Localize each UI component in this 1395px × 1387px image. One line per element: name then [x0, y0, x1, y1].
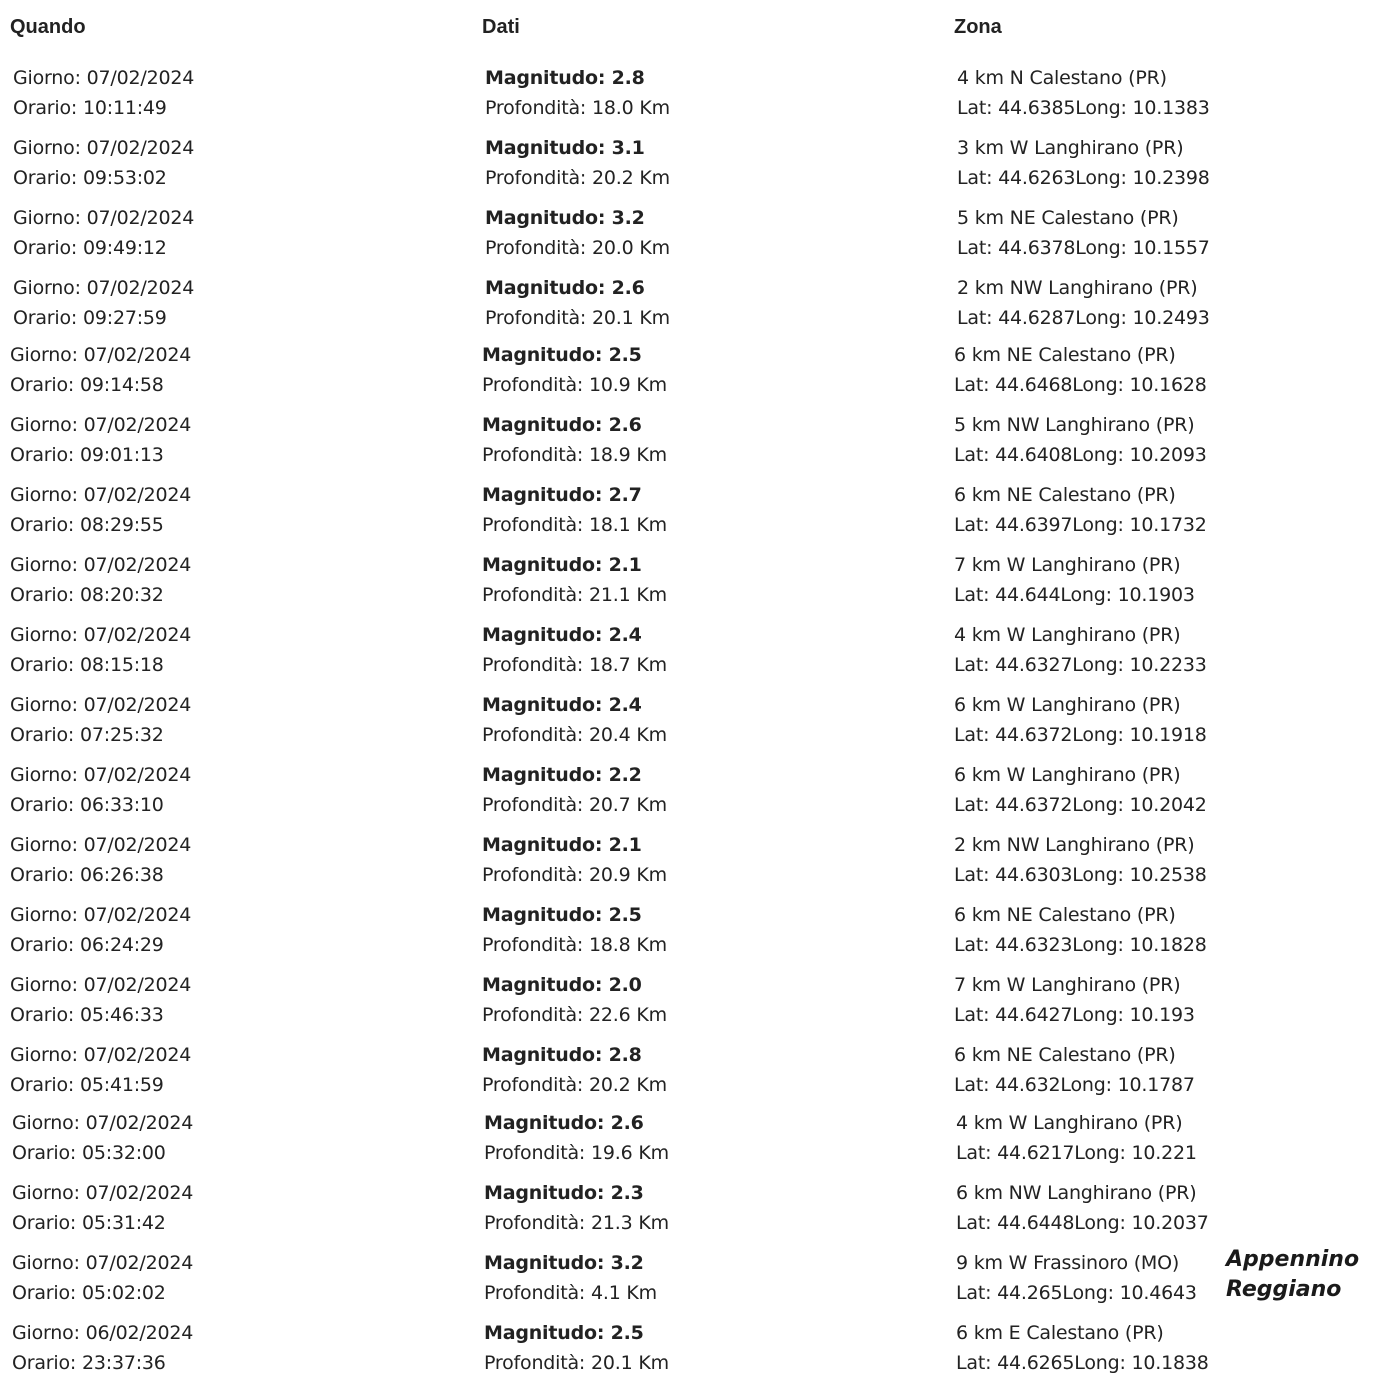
profondita-text: Profondità: 21.3 Km	[484, 1212, 669, 1234]
orario-text: Orario: 09:49:12	[13, 237, 167, 259]
zona-cell	[954, 830, 1207, 890]
luogo-text: 6 km NW Langhirano (PR)	[956, 1182, 1197, 1204]
table-row	[0, 620, 1395, 684]
zona-cell	[957, 273, 1210, 333]
table-row	[0, 760, 1395, 824]
giorno-text: Giorno: 07/02/2024	[10, 694, 192, 716]
profondita-text: Profondità: 19.6 Km	[484, 1142, 669, 1164]
giorno-text: Giorno: 06/02/2024	[12, 1322, 194, 1344]
table-row	[0, 63, 1395, 127]
coordinates-text: Lat: 44.6217Long: 10.221	[956, 1142, 1197, 1164]
quando-cell	[10, 410, 191, 470]
magnitudo-text: Magnitudo: 2.6	[485, 277, 645, 299]
coordinates-text: Lat: 44.644Long: 10.1903	[954, 584, 1195, 606]
orario-text: Orario: 07:25:32	[10, 724, 164, 746]
quando-cell	[12, 1178, 193, 1238]
profondita-text: Profondità: 20.4 Km	[482, 724, 667, 746]
dati-cell	[482, 760, 667, 820]
luogo-text: 7 km W Langhirano (PR)	[954, 554, 1181, 576]
quando-cell	[13, 273, 194, 333]
magnitudo-text: Magnitudo: 2.1	[482, 834, 642, 856]
magnitudo-text: Magnitudo: 2.6	[482, 414, 642, 436]
table-row	[0, 1040, 1395, 1104]
orario-text: Orario: 06:26:38	[10, 864, 164, 886]
orario-text: Orario: 09:01:13	[10, 444, 164, 466]
zona-cell	[954, 480, 1207, 540]
profondita-text: Profondità: 18.0 Km	[485, 97, 670, 119]
dati-cell	[484, 1318, 669, 1378]
quando-cell	[10, 620, 191, 680]
giorno-text: Giorno: 07/02/2024	[10, 414, 192, 436]
giorno-text: Giorno: 07/02/2024	[12, 1112, 194, 1134]
table-row	[0, 550, 1395, 614]
zona-cell	[954, 690, 1207, 750]
column-header-dati: Dati	[482, 16, 520, 38]
dati-cell	[482, 620, 667, 680]
luogo-text: 6 km W Langhirano (PR)	[954, 694, 1181, 716]
orario-text: Orario: 08:29:55	[10, 514, 164, 536]
coordinates-text: Lat: 44.6287Long: 10.2493	[957, 307, 1210, 329]
quando-cell	[10, 340, 191, 400]
quando-cell	[10, 900, 191, 960]
orario-text: Orario: 05:32:00	[12, 1142, 166, 1164]
orario-text: Orario: 09:27:59	[13, 307, 167, 329]
magnitudo-text: Magnitudo: 2.4	[482, 624, 642, 646]
profondita-text: Profondità: 18.8 Km	[482, 934, 667, 956]
magnitudo-text: Magnitudo: 3.2	[485, 207, 645, 229]
luogo-text: 4 km W Langhirano (PR)	[954, 624, 1181, 646]
giorno-text: Giorno: 07/02/2024	[10, 974, 192, 996]
giorno-text: Giorno: 07/02/2024	[13, 67, 195, 89]
zona-cell	[954, 900, 1207, 960]
zona-cell	[954, 970, 1195, 1030]
luogo-text: 5 km NE Calestano (PR)	[957, 207, 1179, 229]
coordinates-text: Lat: 44.6327Long: 10.2233	[954, 654, 1207, 676]
luogo-text: 2 km NW Langhirano (PR)	[954, 834, 1195, 856]
zona-cell	[954, 760, 1207, 820]
profondita-text: Profondità: 21.1 Km	[482, 584, 667, 606]
orario-text: Orario: 09:14:58	[10, 374, 164, 396]
giorno-text: Giorno: 07/02/2024	[13, 137, 195, 159]
dati-cell	[482, 970, 667, 1030]
table-row	[0, 1108, 1395, 1172]
dati-cell	[485, 133, 670, 193]
giorno-text: Giorno: 07/02/2024	[10, 554, 192, 576]
quando-cell	[10, 480, 191, 540]
giorno-text: Giorno: 07/02/2024	[12, 1252, 194, 1274]
giorno-text: Giorno: 07/02/2024	[10, 904, 192, 926]
zona-cell	[956, 1318, 1209, 1378]
luogo-text: 6 km NE Calestano (PR)	[954, 1044, 1176, 1066]
orario-text: Orario: 10:11:49	[13, 97, 167, 119]
quando-cell	[13, 203, 194, 263]
table-row	[0, 970, 1395, 1034]
profondita-text: Profondità: 4.1 Km	[484, 1282, 657, 1304]
quando-cell	[10, 970, 191, 1030]
giorno-text: Giorno: 07/02/2024	[10, 484, 192, 506]
luogo-text: 2 km NW Langhirano (PR)	[957, 277, 1198, 299]
magnitudo-text: Magnitudo: 2.5	[484, 1322, 644, 1344]
quando-cell	[13, 63, 194, 123]
giorno-text: Giorno: 07/02/2024	[13, 207, 195, 229]
dati-cell	[484, 1108, 669, 1168]
table-row	[0, 1178, 1395, 1242]
zona-cell	[956, 1178, 1209, 1238]
orario-text: Orario: 05:46:33	[10, 1004, 164, 1026]
coordinates-text: Lat: 44.265Long: 10.4643	[956, 1282, 1197, 1304]
profondita-text: Profondità: 22.6 Km	[482, 1004, 667, 1026]
luogo-text: 4 km N Calestano (PR)	[957, 67, 1167, 89]
luogo-text: 6 km NE Calestano (PR)	[954, 344, 1176, 366]
coordinates-text: Lat: 44.632Long: 10.1787	[954, 1074, 1195, 1096]
magnitudo-text: Magnitudo: 2.3	[484, 1182, 644, 1204]
luogo-text: 6 km E Calestano (PR)	[956, 1322, 1164, 1344]
profondita-text: Profondità: 10.9 Km	[482, 374, 667, 396]
orario-text: Orario: 06:33:10	[10, 794, 164, 816]
coordinates-text: Lat: 44.6372Long: 10.2042	[954, 794, 1207, 816]
luogo-text: 7 km W Langhirano (PR)	[954, 974, 1181, 996]
luogo-text: 3 km W Langhirano (PR)	[957, 137, 1184, 159]
quando-cell	[12, 1248, 193, 1308]
coordinates-text: Lat: 44.6427Long: 10.193	[954, 1004, 1195, 1026]
coordinates-text: Lat: 44.6263Long: 10.2398	[957, 167, 1210, 189]
coordinates-text: Lat: 44.6385Long: 10.1383	[957, 97, 1210, 119]
dati-cell	[485, 273, 670, 333]
luogo-text: 4 km W Langhirano (PR)	[956, 1112, 1183, 1134]
dati-cell	[482, 690, 667, 750]
magnitudo-text: Magnitudo: 2.5	[482, 904, 642, 926]
table-row	[0, 273, 1395, 337]
profondita-text: Profondità: 20.9 Km	[482, 864, 667, 886]
quando-cell	[10, 550, 191, 610]
orario-text: Orario: 05:41:59	[10, 1074, 164, 1096]
quando-cell	[10, 760, 191, 820]
magnitudo-text: Magnitudo: 2.6	[484, 1112, 644, 1134]
giorno-text: Giorno: 07/02/2024	[10, 624, 192, 646]
table-row	[0, 690, 1395, 754]
zona-cell	[956, 1248, 1197, 1308]
column-header-quando: Quando	[10, 16, 86, 38]
magnitudo-text: Magnitudo: 2.8	[485, 67, 645, 89]
orario-text: Orario: 05:31:42	[12, 1212, 166, 1234]
magnitudo-text: Magnitudo: 2.0	[482, 974, 642, 996]
luogo-text: 6 km W Langhirano (PR)	[954, 764, 1181, 786]
coordinates-text: Lat: 44.6397Long: 10.1732	[954, 514, 1207, 536]
quando-cell	[12, 1108, 193, 1168]
dati-cell	[482, 830, 667, 890]
table-row	[0, 340, 1395, 404]
luogo-text: 6 km NE Calestano (PR)	[954, 484, 1176, 506]
zona-cell	[954, 550, 1195, 610]
magnitudo-text: Magnitudo: 2.8	[482, 1044, 642, 1066]
quando-cell	[10, 1040, 191, 1100]
table-row	[0, 410, 1395, 474]
profondita-text: Profondità: 18.1 Km	[482, 514, 667, 536]
coordinates-text: Lat: 44.6372Long: 10.1918	[954, 724, 1207, 746]
zona-cell	[954, 410, 1207, 470]
coordinates-text: Lat: 44.6378Long: 10.1557	[957, 237, 1210, 259]
magnitudo-text: Magnitudo: 2.1	[482, 554, 642, 576]
coordinates-text: Lat: 44.6448Long: 10.2037	[956, 1212, 1209, 1234]
profondita-text: Profondità: 18.9 Km	[482, 444, 667, 466]
table-row	[0, 900, 1395, 964]
coordinates-text: Lat: 44.6323Long: 10.1828	[954, 934, 1207, 956]
annotation-line-2: Reggiano	[1226, 1277, 1342, 1302]
coordinates-text: Lat: 44.6468Long: 10.1628	[954, 374, 1207, 396]
giorno-text: Giorno: 07/02/2024	[10, 764, 192, 786]
magnitudo-text: Magnitudo: 2.2	[482, 764, 642, 786]
profondita-text: Profondità: 20.2 Km	[485, 167, 670, 189]
quando-cell	[12, 1318, 193, 1378]
table-row	[0, 133, 1395, 197]
profondita-text: Profondità: 18.7 Km	[482, 654, 667, 676]
giorno-text: Giorno: 07/02/2024	[12, 1182, 194, 1204]
dati-cell	[484, 1248, 657, 1308]
dati-cell	[482, 410, 667, 470]
zona-cell	[954, 1040, 1195, 1100]
table-row	[0, 480, 1395, 544]
dati-cell	[484, 1178, 669, 1238]
table-row	[0, 1318, 1395, 1382]
orario-text: Orario: 08:15:18	[10, 654, 164, 676]
magnitudo-text: Magnitudo: 2.5	[482, 344, 642, 366]
luogo-text: 5 km NW Langhirano (PR)	[954, 414, 1195, 436]
magnitudo-text: Magnitudo: 2.7	[482, 484, 642, 506]
magnitudo-text: Magnitudo: 3.2	[484, 1252, 644, 1274]
zona-cell	[956, 1108, 1197, 1168]
quando-cell	[10, 690, 191, 750]
profondita-text: Profondità: 20.1 Km	[485, 307, 670, 329]
giorno-text: Giorno: 07/02/2024	[13, 277, 195, 299]
orario-text: Orario: 09:53:02	[13, 167, 167, 189]
giorno-text: Giorno: 07/02/2024	[10, 834, 192, 856]
zona-cell	[954, 340, 1207, 400]
dati-cell	[482, 1040, 667, 1100]
orario-text: Orario: 08:20:32	[10, 584, 164, 606]
dati-cell	[482, 550, 667, 610]
coordinates-text: Lat: 44.6265Long: 10.1838	[956, 1352, 1209, 1374]
profondita-text: Profondità: 20.2 Km	[482, 1074, 667, 1096]
dati-cell	[482, 340, 667, 400]
profondita-text: Profondità: 20.0 Km	[485, 237, 670, 259]
zona-cell	[957, 203, 1210, 263]
zona-cell	[957, 63, 1210, 123]
luogo-text: 9 km W Frassinoro (MO)	[956, 1252, 1180, 1274]
coordinates-text: Lat: 44.6408Long: 10.2093	[954, 444, 1207, 466]
orario-text: Orario: 05:02:02	[12, 1282, 166, 1304]
dati-cell	[485, 63, 670, 123]
quando-cell	[13, 133, 194, 193]
zona-cell	[957, 133, 1210, 193]
magnitudo-text: Magnitudo: 2.4	[482, 694, 642, 716]
table-row	[0, 1248, 1395, 1312]
dati-cell	[482, 480, 667, 540]
table-row	[0, 830, 1395, 894]
magnitudo-text: Magnitudo: 3.1	[485, 137, 645, 159]
annotation-line-1: Appennino	[1226, 1247, 1360, 1272]
annotation-appennino-reggiano	[1226, 1245, 1359, 1305]
giorno-text: Giorno: 07/02/2024	[10, 344, 192, 366]
profondita-text: Profondità: 20.7 Km	[482, 794, 667, 816]
table-row	[0, 203, 1395, 267]
dati-cell	[485, 203, 670, 263]
dati-cell	[482, 900, 667, 960]
quando-cell	[10, 830, 191, 890]
luogo-text: 6 km NE Calestano (PR)	[954, 904, 1176, 926]
giorno-text: Giorno: 07/02/2024	[10, 1044, 192, 1066]
orario-text: Orario: 23:37:36	[12, 1352, 166, 1374]
column-header-zona: Zona	[954, 16, 1002, 38]
profondita-text: Profondità: 20.1 Km	[484, 1352, 669, 1374]
orario-text: Orario: 06:24:29	[10, 934, 164, 956]
coordinates-text: Lat: 44.6303Long: 10.2538	[954, 864, 1207, 886]
zona-cell	[954, 620, 1207, 680]
